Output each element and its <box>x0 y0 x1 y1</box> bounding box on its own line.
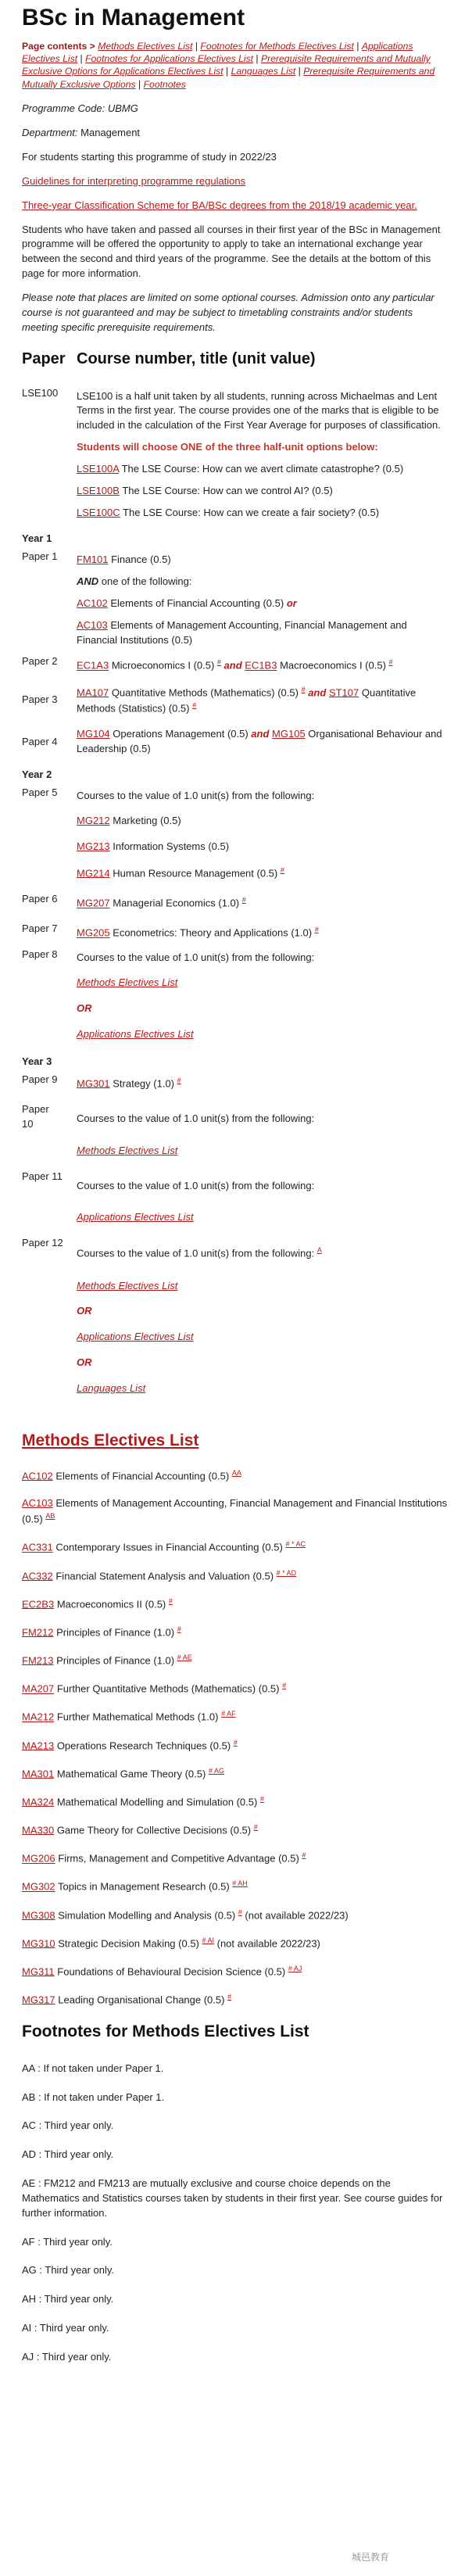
course-link-ma107[interactable]: MA107 <box>77 686 109 698</box>
course-title: Macroeconomics II (0.5) <box>54 1598 169 1610</box>
table-row <box>22 685 450 727</box>
footnote-item: AI : Third year only. <box>22 2322 109 2334</box>
paper-cell: Paper 3 <box>22 693 58 705</box>
course-title: The LSE Course: How can we avert climate catastrophe? (0.5) <box>119 462 404 475</box>
footnote-marker[interactable]: A <box>316 1246 322 1255</box>
course-link-ac102[interactable]: AC102 <box>77 597 108 609</box>
table-row <box>22 1236 450 1406</box>
or-label: or <box>286 597 297 609</box>
list-item <box>22 1879 450 1894</box>
list-item <box>22 1766 450 1782</box>
footnote-marker[interactable]: # <box>314 926 319 934</box>
department <box>22 126 450 141</box>
course-link[interactable]: AC332 <box>22 1569 53 1582</box>
course-link[interactable]: MA213 <box>22 1739 55 1751</box>
footnote-marker[interactable]: # <box>241 896 246 905</box>
nav-sep: | <box>253 52 261 64</box>
footnote-marker[interactable]: # <box>253 1823 258 1832</box>
course-link[interactable]: MA330 <box>22 1824 55 1836</box>
nav-link-footnotes-methods[interactable]: Footnotes for Methods Electives List <box>200 40 354 52</box>
course-title: Econometrics: Theory and Applications (1.0) <box>109 926 315 939</box>
footnote-marker[interactable]: # AH <box>232 1879 248 1888</box>
course-link[interactable]: FM212 <box>22 1626 54 1639</box>
course-link[interactable]: FM213 <box>22 1654 54 1667</box>
course-title: Managerial Economics (1.0) <box>109 897 242 909</box>
course-link[interactable]: AC103 <box>22 1497 53 1510</box>
table-row <box>22 948 450 1050</box>
footnote-marker[interactable]: # <box>388 658 393 667</box>
applications-electives-link[interactable]: Applications Electives List <box>77 1028 194 1041</box>
and-label: and <box>220 659 245 672</box>
course-title: Operations Management (0.5) <box>109 727 252 740</box>
paper-cell: LSE100 <box>22 386 59 399</box>
course-title: Elements of Management Accounting, Financial Management and Financial Institutions (0.5) <box>22 1497 448 1525</box>
methods-electives-heading: Methods Electives List <box>22 1431 199 1449</box>
course-link-mg213[interactable]: MG213 <box>77 840 110 853</box>
course-title: Strategic Decision Making (0.5) <box>55 1937 202 1950</box>
paper-cell: Paper 9 <box>22 1073 58 1085</box>
course-title: Elements of Financial Accounting (0.5) <box>52 1470 232 1482</box>
paper-intro: Courses to the value of 1.0 unit(s) from the following: <box>77 951 315 963</box>
footnote-marker[interactable]: AB <box>45 1512 55 1521</box>
course-title: Further Quantitative Methods (Mathematics) (0.5) <box>54 1682 283 1695</box>
or-label: OR <box>77 1002 92 1015</box>
footnote-item: AC : Third year only. <box>22 2119 114 2132</box>
footnote-marker[interactable]: # <box>238 1908 242 1916</box>
course-link[interactable]: AC102 <box>22 1470 53 1482</box>
paper-cell: Paper 1 <box>22 550 58 563</box>
or-label: OR <box>77 1305 92 1317</box>
course-column-header: Course number, title (unit value) <box>77 349 316 367</box>
availability-note: (not available 2022/23) <box>241 1908 349 1921</box>
course-title: Finance (0.5) <box>108 554 171 566</box>
course-title: Firms, Management and Competitive Advantage (0.5) <box>55 1852 302 1865</box>
course-link-lse100a[interactable]: LSE100A <box>77 462 120 475</box>
applications-electives-link[interactable]: Applications Electives List <box>77 1331 194 1343</box>
list-item <box>22 1794 450 1810</box>
footnote-marker[interactable]: # <box>177 1076 181 1084</box>
footnote-marker[interactable]: # AI <box>202 1936 215 1944</box>
and-label: and <box>251 727 270 740</box>
footnote-marker[interactable]: # * AC <box>285 1540 306 1549</box>
footnote-item: AG : Third year only. <box>22 2264 115 2277</box>
paper-intro: Courses to the value of 1.0 unit(s) from the following: <box>77 1112 315 1124</box>
course-link-mg214[interactable]: MG214 <box>77 867 110 880</box>
programme-table-header <box>22 348 450 371</box>
paper-cell: Paper 5 <box>22 786 58 798</box>
course-title: Mathematical Game Theory (0.5) <box>54 1768 209 1780</box>
course-title: Game Theory for Collective Decisions (0.5) <box>54 1824 254 1836</box>
page-contents-nav <box>22 40 450 91</box>
table-row <box>22 1170 450 1237</box>
course-link-mg212[interactable]: MG212 <box>77 815 110 827</box>
list-item <box>77 506 450 521</box>
course-cell <box>77 550 450 654</box>
course-link[interactable]: MA301 <box>22 1768 55 1780</box>
footnote-marker[interactable]: # <box>227 1993 232 2001</box>
guidelines-link[interactable]: Guidelines for interpreting programme regulations <box>22 174 246 187</box>
paper-cell: Paper 10 <box>22 1102 49 1130</box>
list-item <box>22 1681 450 1696</box>
course-cell <box>77 386 450 528</box>
places-note: Please note that places are limited on some optional courses. Admission onto any particular course is not guaranteed and may be subject to timetabling constraints and/or students meeting specific prerequisite requirements. <box>22 291 434 333</box>
lse100-choose: Students will choose ONE of the three half-unit options below: <box>77 441 378 453</box>
paper-cell: Paper 2 <box>22 655 58 668</box>
course-cell <box>77 685 450 727</box>
department-value: Management <box>77 127 141 139</box>
methods-electives-link[interactable]: Methods Electives List <box>77 1279 178 1292</box>
footnote-item: AJ : Third year only. <box>22 2350 112 2363</box>
course-link-fm101[interactable]: FM101 <box>77 554 109 566</box>
page-title: BSc in Management <box>22 5 245 30</box>
course-title: Leading Organisational Change (0.5) <box>55 1994 228 2006</box>
list-item <box>77 462 450 477</box>
course-link-st107[interactable]: ST107 <box>328 686 359 698</box>
course-link-mg205[interactable]: MG205 <box>77 926 110 939</box>
paper-cell: Paper 4 <box>22 735 58 747</box>
course-title: The LSE Course: How can we create a fair society? (0.5) <box>120 506 380 518</box>
table-row <box>22 1102 450 1170</box>
course-link[interactable]: EC2B3 <box>22 1598 55 1610</box>
course-link[interactable]: AC331 <box>22 1541 53 1553</box>
footnote-marker[interactable]: # <box>302 1851 306 1860</box>
course-link[interactable]: MG317 <box>22 1994 55 2006</box>
or-label: OR <box>77 1356 92 1369</box>
list-item <box>77 484 450 499</box>
list-item <box>22 1625 450 1640</box>
footnote-marker[interactable]: # AG <box>208 1766 224 1775</box>
paper-intro: Courses to the value of 1.0 unit(s) from the following: <box>77 1179 315 1191</box>
nav-sep: | <box>295 66 304 77</box>
course-link[interactable]: MA212 <box>22 1711 55 1723</box>
programme-table <box>22 386 450 1407</box>
course-title: Topics in Management Research (0.5) <box>55 1880 233 1893</box>
footnote-marker[interactable]: # <box>168 1596 173 1605</box>
table-row <box>22 892 450 922</box>
methods-electives-list <box>22 1468 450 2008</box>
course-link[interactable]: MG310 <box>22 1937 55 1950</box>
methods-electives-link[interactable]: Methods Electives List <box>77 1144 178 1156</box>
footnote-marker[interactable]: # AE <box>177 1653 192 1662</box>
methods-electives-link[interactable]: Methods Electives List <box>77 976 178 989</box>
nav-sep: | <box>192 40 201 52</box>
nav-sep: | <box>353 40 362 52</box>
table-row <box>22 386 450 528</box>
course-title: Macroeconomics I (0.5) <box>277 659 389 672</box>
course-link[interactable]: MG311 <box>22 1965 55 1978</box>
footnote-marker[interactable]: # <box>192 700 197 709</box>
table-row <box>22 654 450 684</box>
exchange-text: Students who have taken and passed all courses in their first year of the BSc in Management programme will be offered the opportunity to apply to take an international exchange year between the second and third years of the programme. See the details at the bottom of this page for more information. <box>22 223 441 280</box>
list-item <box>22 1568 450 1584</box>
and-label: AND <box>77 575 99 588</box>
course-title: Operations Research Techniques (0.5) <box>54 1739 234 1751</box>
list-item <box>22 1596 450 1612</box>
course-title: Contemporary Issues in Financial Accounting (0.5) <box>52 1541 286 1553</box>
course-cell <box>77 786 450 893</box>
course-title: Financial Statement Analysis and Valuation (0.5) <box>52 1569 277 1582</box>
paper-intro: Courses to the value of 1.0 unit(s) from the following: <box>77 789 315 801</box>
course-cell <box>77 1170 450 1237</box>
footnote-marker[interactable]: # AF <box>221 1710 236 1718</box>
year-2-heading: Year 2 <box>22 768 52 780</box>
footnote-item: AE : FM212 and FM213 are mutually exclusive and course choice depends on the Mathematics and Statistics courses taken by students in their first year. See course guides for further information. <box>22 2177 443 2219</box>
footnote-item: AA : If not taken under Paper 1. <box>22 2062 164 2074</box>
footnote-marker[interactable]: # <box>259 1794 264 1803</box>
paper-cell: Paper 12 <box>22 1237 63 1249</box>
nav-sep: | <box>135 78 144 90</box>
list-item <box>22 1468 450 1484</box>
table-row <box>22 727 450 763</box>
course-link-mg105[interactable]: MG105 <box>272 727 306 740</box>
table-row <box>22 550 450 654</box>
nav-sep: | <box>77 52 86 64</box>
languages-list-link[interactable]: Languages List <box>77 1381 146 1394</box>
table-row <box>22 786 450 893</box>
programme-code: Programme Code: UBMG <box>22 102 138 115</box>
department-label: Department: <box>22 127 78 139</box>
footnote-marker[interactable]: # <box>280 866 284 875</box>
course-cell <box>77 654 450 684</box>
course-link-mg104[interactable]: MG104 <box>77 727 110 740</box>
list-item <box>22 1539 450 1555</box>
and-text: one of the following: <box>98 575 192 588</box>
list-item <box>22 1709 450 1725</box>
footnote-marker[interactable]: # <box>282 1682 287 1690</box>
course-title: Principles of Finance (1.0) <box>53 1654 177 1667</box>
footnote-item: AF : Third year only. <box>22 2235 113 2248</box>
course-link-mg301[interactable]: MG301 <box>77 1077 110 1090</box>
course-cell <box>77 948 450 1050</box>
list-item <box>22 1992 450 2008</box>
watermark-logo: 城邑教育 <box>352 2552 390 2563</box>
course-title: Simulation Modelling and Analysis (0.5) <box>55 1908 238 1921</box>
paper-cell: Paper 6 <box>22 893 58 905</box>
footnotes-heading: Footnotes for Methods Electives List <box>22 2022 309 2041</box>
year-1-heading: Year 1 <box>22 532 52 545</box>
footnote-marker[interactable]: # AJ <box>288 1964 302 1972</box>
lse100-description: LSE100 is a half unit taken by all students, running across Michaelmas and Lent Terms in the first year. The course provides one of the marks that is eligible to be included in the calculation of the First Year Average for purposes of classification. <box>77 389 441 432</box>
course-link[interactable]: MA324 <box>22 1796 55 1808</box>
list-item <box>22 1908 450 1923</box>
course-title: Marketing (0.5) <box>109 815 181 827</box>
footnotes-list <box>22 2062 450 2365</box>
footnote-marker[interactable]: # <box>233 1738 238 1747</box>
course-cell <box>77 892 450 922</box>
course-title: Elements of Financial Accounting (0.5) <box>107 597 287 609</box>
course-title: Foundations of Behavioural Decision Science (0.5) <box>54 1965 288 1978</box>
course-link[interactable]: MA207 <box>22 1682 55 1695</box>
course-link-lse100b[interactable]: LSE100B <box>77 484 120 496</box>
course-title: Quantitative Methods (Mathematics) (0.5) <box>109 686 302 698</box>
footnote-marker[interactable]: # * AD <box>276 1568 297 1577</box>
course-title: Strategy (1.0) <box>109 1077 177 1090</box>
and-label: and <box>305 686 329 698</box>
table-row <box>22 1073 450 1102</box>
course-cell <box>77 727 450 763</box>
course-link[interactable]: MG302 <box>22 1880 55 1893</box>
list-item <box>22 1964 450 1979</box>
list-item <box>22 1496 450 1527</box>
page-contents-label: Page contents > <box>22 40 95 52</box>
nav-link-footnotes[interactable]: Footnotes <box>143 78 186 90</box>
course-link[interactable]: MG206 <box>22 1852 55 1865</box>
paper-cell: Paper 11 <box>22 1170 63 1182</box>
course-link-lse100c[interactable]: LSE100C <box>77 506 120 518</box>
list-item <box>22 1822 450 1838</box>
availability-note: (not available 2022/23) <box>214 1937 320 1950</box>
nav-link-applications-electives[interactable]: Applications Electives List <box>22 40 413 64</box>
course-title: Human Resource Management (0.5) <box>109 867 281 880</box>
course-link-mg207[interactable]: MG207 <box>77 897 110 909</box>
footnote-marker[interactable]: # <box>216 658 221 667</box>
table-row <box>22 922 450 947</box>
nav-link-footnotes-applications[interactable]: Footnotes for Applications Electives List <box>85 52 254 64</box>
footnote-marker[interactable]: # <box>177 1625 181 1633</box>
course-link-ec1a3[interactable]: EC1A3 <box>77 659 109 672</box>
applications-electives-link[interactable]: Applications Electives List <box>77 1211 194 1224</box>
paper-column-header: Paper <box>22 349 66 367</box>
nav-sep: | <box>223 66 231 77</box>
list-item <box>22 1738 450 1754</box>
footnote-item: AD : Third year only. <box>22 2148 114 2161</box>
course-title: Elements of Management Accounting, Financial Management and Financial Institutions (0.5) <box>77 618 407 646</box>
nav-link-languages[interactable]: Languages List <box>231 66 296 77</box>
list-item <box>22 1936 450 1951</box>
course-title: Further Mathematical Methods (1.0) <box>54 1711 222 1723</box>
course-cell <box>77 922 450 947</box>
footnote-marker[interactable]: # <box>301 685 306 693</box>
footnote-marker[interactable]: AA <box>231 1469 241 1478</box>
course-title: Mathematical Modelling and Simulation (0.5) <box>54 1796 260 1808</box>
nav-link-prereq-applications[interactable]: Prerequisite Requirements and Mutually Exclusive Options for Applications Electives List <box>22 52 431 77</box>
course-title: The LSE Course: How can we control AI? (0.5) <box>119 484 333 496</box>
students-start-text: For students starting this programme of study in 2022/23 <box>22 151 277 163</box>
course-link-ec1b3[interactable]: EC1B3 <box>245 659 277 672</box>
course-cell <box>77 1102 450 1170</box>
footnote-item: AH : Third year only. <box>22 2293 114 2306</box>
classification-scheme-link[interactable]: Three-year Classification Scheme for BA/BSc degrees from the 2018/19 academic year. <box>22 199 417 211</box>
paper-cell: Paper 8 <box>22 948 58 960</box>
course-link[interactable]: MG308 <box>22 1908 55 1921</box>
course-title: Quantitative Methods (Statistics) (0.5) <box>77 686 417 715</box>
nav-link-methods-electives[interactable]: Methods Electives List <box>98 40 193 52</box>
course-title: Principles of Finance (1.0) <box>53 1626 177 1639</box>
course-cell <box>77 1236 450 1406</box>
footnote-item: AB : If not taken under Paper 1. <box>22 2091 165 2103</box>
course-title: Microeconomics I (0.5) <box>109 659 217 672</box>
year-3-heading: Year 3 <box>22 1055 52 1067</box>
course-cell <box>77 1073 450 1102</box>
list-item <box>22 1850 450 1866</box>
nav-link-prereq[interactable]: Prerequisite Requirements and Mutually Exclusive Options <box>22 66 435 90</box>
course-title: Information Systems (0.5) <box>109 840 230 853</box>
paper-intro: Courses to the value of 1.0 unit(s) from the following: <box>77 1247 317 1259</box>
course-title: Organisational Behaviour and Leadership (0.5) <box>77 727 442 754</box>
course-link-ac103[interactable]: AC103 <box>77 618 108 631</box>
list-item <box>22 1653 450 1668</box>
paper-cell: Paper 7 <box>22 923 58 935</box>
